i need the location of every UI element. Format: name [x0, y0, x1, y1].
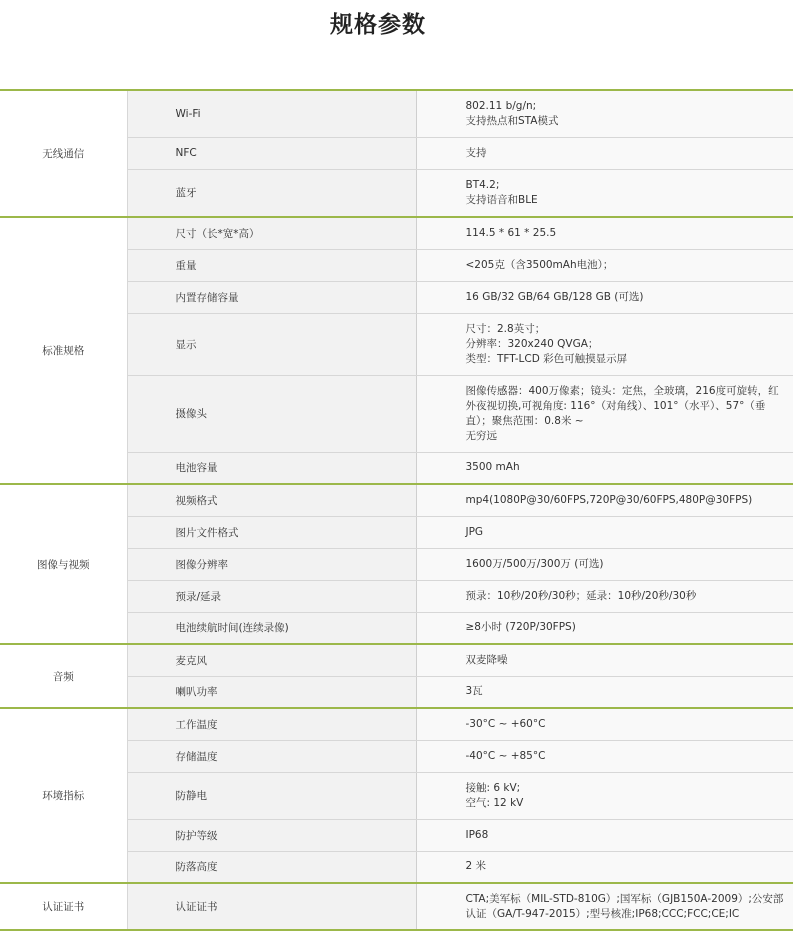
spec-row: [0, 883, 793, 930]
spec-row: [0, 484, 793, 516]
group-label: 音频: [0, 644, 127, 708]
spec-value-line: 2 米: [465, 860, 487, 873]
spec-value-line: 图像传感器：400万像素；镜头：定焦，全玻璃，216度可旋转，红外夜视切换,可视角度: 116°（对角线）、101°（水平）、57°（垂直）；聚焦范围：0.8米 ~: [465, 384, 779, 427]
group-label: 图像与视频: [0, 484, 127, 644]
spec-value: [416, 548, 793, 580]
spec-value-line: <205克（含3500mAh电池）；: [465, 258, 614, 271]
spec-value: [416, 516, 793, 548]
spec-value: [416, 708, 793, 740]
spec-value-line: CTA;美军标（MIL-STD-810G）;国军标（GJB150A-2009）;公安部认证（GA/T-947-2015）;型号核准;IP68;CCC;FCC;CE;IC: [465, 892, 784, 920]
spec-value: [416, 851, 793, 883]
spec-value-line: 类型：TFT-LCD 彩色可触摸显示屏: [465, 352, 628, 365]
spec-value-line: 16 GB/32 GB/64 GB/128 GB (可选): [465, 290, 644, 303]
spec-name: 尺寸（长*宽*高）: [127, 217, 416, 249]
spec-value-line: BT4.2;: [465, 178, 500, 191]
spec-value: [416, 819, 793, 851]
spec-row: [0, 217, 793, 249]
spec-value: [416, 90, 793, 137]
spec-value-line: 预录：10秒/20秒/30秒；延录：10秒/20秒/30秒: [465, 589, 697, 602]
spec-value: [416, 644, 793, 676]
spec-value: [416, 249, 793, 281]
spec-value-line: 支持语音和BLE: [465, 193, 538, 206]
spec-name: 电池续航时间(连续录像): [127, 612, 416, 644]
spec-value-line: 支持: [465, 146, 487, 159]
spec-value-line: 无穷远: [465, 429, 497, 442]
spec-value-line: 3500 mAh: [465, 461, 520, 474]
spec-name: 麦克风: [127, 644, 416, 676]
spec-name: 图片文件格式: [127, 516, 416, 548]
group-label: 认证证书: [0, 883, 127, 930]
spec-name: 认证证书: [127, 883, 416, 930]
spec-value: [416, 217, 793, 249]
spec-row: [0, 90, 793, 137]
spec-value: [416, 484, 793, 516]
spec-value-line: 支持热点和STA模式: [465, 114, 559, 127]
spec-name: 喇叭功率: [127, 676, 416, 708]
spec-value: [416, 883, 793, 930]
spec-name: Wi-Fi: [127, 90, 416, 137]
spec-value-line: JPG: [465, 525, 484, 538]
spec-value-line: ≥8小时 (720P/30FPS): [465, 621, 576, 634]
spec-value: [416, 313, 793, 375]
spec-value: [416, 612, 793, 644]
spec-name: 工作温度: [127, 708, 416, 740]
spec-value-line: mp4(1080P@30/60FPS,720P@30/60FPS,480P@30FPS): [465, 493, 753, 506]
spec-name: 视频格式: [127, 484, 416, 516]
spec-value: [416, 281, 793, 313]
spec-value-line: 114.5 * 61 * 25.5: [465, 226, 557, 239]
spec-name: 内置存储容量: [127, 281, 416, 313]
spec-value: [416, 375, 793, 452]
spec-value-line: 双麦降噪: [465, 653, 508, 666]
spec-name: 防落高度: [127, 851, 416, 883]
spec-table: [0, 89, 793, 931]
spec-value-line: 分辨率：320x240 QVGA；: [465, 337, 599, 350]
spec-name: 蓝牙: [127, 169, 416, 217]
group-label: 标准规格: [0, 217, 127, 484]
spec-row: [0, 708, 793, 740]
spec-value-line: IP68: [465, 828, 489, 841]
spec-value: [416, 676, 793, 708]
spec-name: 重量: [127, 249, 416, 281]
spec-name: 预录/延录: [127, 580, 416, 612]
spec-name: 显示: [127, 313, 416, 375]
spec-value-line: 1600万/500万/300万 (可选): [465, 557, 604, 570]
spec-value-line: 尺寸：2.8英寸；: [465, 322, 546, 335]
page-title: 规格参数: [330, 12, 426, 38]
group-label: 无线通信: [0, 90, 127, 217]
spec-name: 防护等级: [127, 819, 416, 851]
spec-name: 存储温度: [127, 740, 416, 772]
spec-name: 防静电: [127, 772, 416, 819]
spec-name: NFC: [127, 137, 416, 169]
spec-value: [416, 169, 793, 217]
spec-value-line: 空气: 12 kV: [465, 796, 524, 809]
spec-value-line: -30°C ~ +60°C: [465, 717, 546, 730]
spec-row: [0, 644, 793, 676]
spec-value-line: 3瓦: [465, 685, 483, 698]
spec-name: 摄像头: [127, 375, 416, 452]
spec-value-line: 802.11 b/g/n;: [465, 99, 537, 112]
spec-value: [416, 772, 793, 819]
spec-value-line: 接触: 6 kV;: [465, 781, 521, 794]
spec-value-line: -40°C ~ +85°C: [465, 749, 546, 762]
spec-name: 电池容量: [127, 452, 416, 484]
spec-name: 图像分辨率: [127, 548, 416, 580]
spec-value: [416, 580, 793, 612]
spec-value: [416, 137, 793, 169]
spec-value: [416, 452, 793, 484]
spec-value: [416, 740, 793, 772]
group-label: 环境指标: [0, 708, 127, 883]
